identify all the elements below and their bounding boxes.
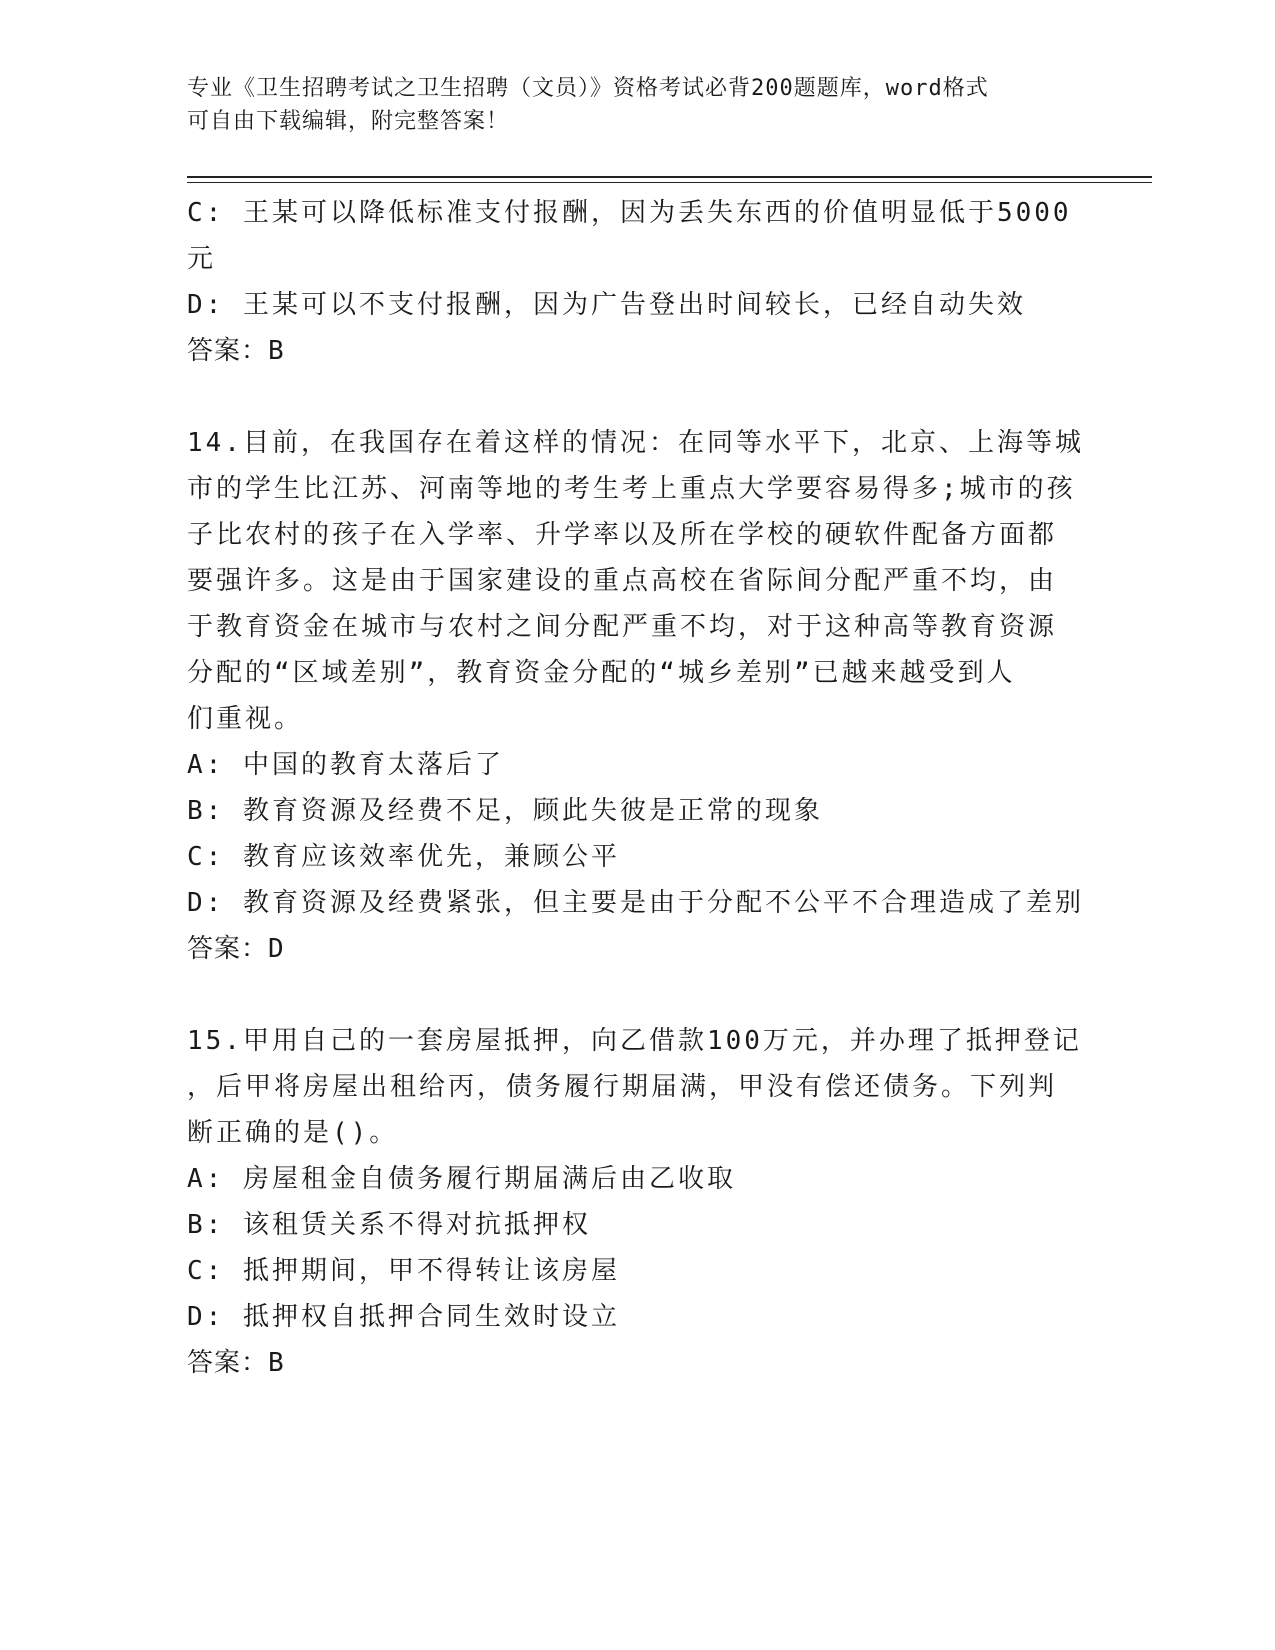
question-content — [187, 190, 1084, 1386]
header-divider-thin — [187, 182, 1152, 183]
header-title-line-2: 可自由下载编辑，附完整答案！ — [187, 109, 510, 134]
page-header — [187, 72, 1077, 138]
option-d: D: 抵押权自抵押合同生效时设立 — [187, 1302, 620, 1332]
option-a: A: 房屋租金自债务履行期届满后由乙收取 — [187, 1164, 736, 1194]
option-b: B: 教育资源及经费不足，顾此失彼是正常的现象 — [187, 796, 823, 826]
answer-label: 答案： — [187, 1348, 269, 1378]
spacer — [187, 972, 1077, 1018]
question-14 — [187, 420, 1084, 972]
option-d: D: 教育资源及经费紧张，但主要是由于分配不公平不合理造成了差别 — [187, 888, 1084, 918]
question-text-line: 于教育资金在城市与农村之间分配严重不均，对于这种高等教育资源 — [187, 612, 1058, 642]
spacer — [187, 374, 1077, 420]
header-title-line-1: 专业《卫生招聘考试之卫生招聘（文员）》资格考试必背200题题库，word格式 — [187, 76, 989, 101]
answer-value: B — [268, 1348, 285, 1378]
answer — [187, 328, 1077, 374]
question-text-line: 15.甲用自己的一套房屋抵押，向乙借款100万元，并办理了抵押登记 — [187, 1026, 1082, 1056]
answer-value: B — [268, 336, 285, 366]
option-c: C: 王某可以降低标准支付报酬，因为丢失东西的价值明显低于5000 — [187, 198, 1072, 228]
answer-value: D — [268, 934, 285, 964]
option-a: A: 中国的教育太落后了 — [187, 750, 504, 780]
question-15 — [187, 1018, 1082, 1386]
option-c: C: 教育应该效率优先，兼顾公平 — [187, 842, 620, 872]
answer — [187, 926, 1077, 972]
answer — [187, 1340, 1077, 1386]
question-text-line: 14.目前，在我国存在着这样的情况：在同等水平下，北京、上海等城 — [187, 428, 1084, 458]
question-text-line: 们重视。 — [187, 704, 304, 734]
question-13 — [187, 190, 1077, 374]
option-c: C: 抵押期间，甲不得转让该房屋 — [187, 1256, 620, 1286]
question-text-line: 分配的“区域差别”，教育资金分配的“城乡差别”已越来越受到人 — [187, 658, 1016, 688]
question-text-line: 要强许多。这是由于国家建设的重点高校在省际间分配严重不均，由 — [187, 566, 1058, 596]
option-d: D: 王某可以不支付报酬，因为广告登出时间较长，已经自动失效 — [187, 290, 1026, 320]
answer-label: 答案： — [187, 934, 269, 964]
option-c-continued: 元 — [187, 244, 217, 274]
answer-label: 答案： — [187, 336, 269, 366]
question-text-line: 断正确的是()。 — [187, 1118, 399, 1148]
question-text-line: 子比农村的孩子在入学率、升学率以及所在学校的硬软件配备方面都 — [187, 520, 1058, 550]
option-b: B: 该租赁关系不得对抗抵押权 — [187, 1210, 591, 1240]
question-text-line: 市的学生比江苏、河南等地的考生考上重点大学要容易得多;城市的孩 — [187, 474, 1076, 504]
header-divider-thick — [187, 176, 1152, 178]
question-text-line: ，后甲将房屋出租给丙，债务履行期届满，甲没有偿还债务。下列判 — [187, 1072, 1058, 1102]
